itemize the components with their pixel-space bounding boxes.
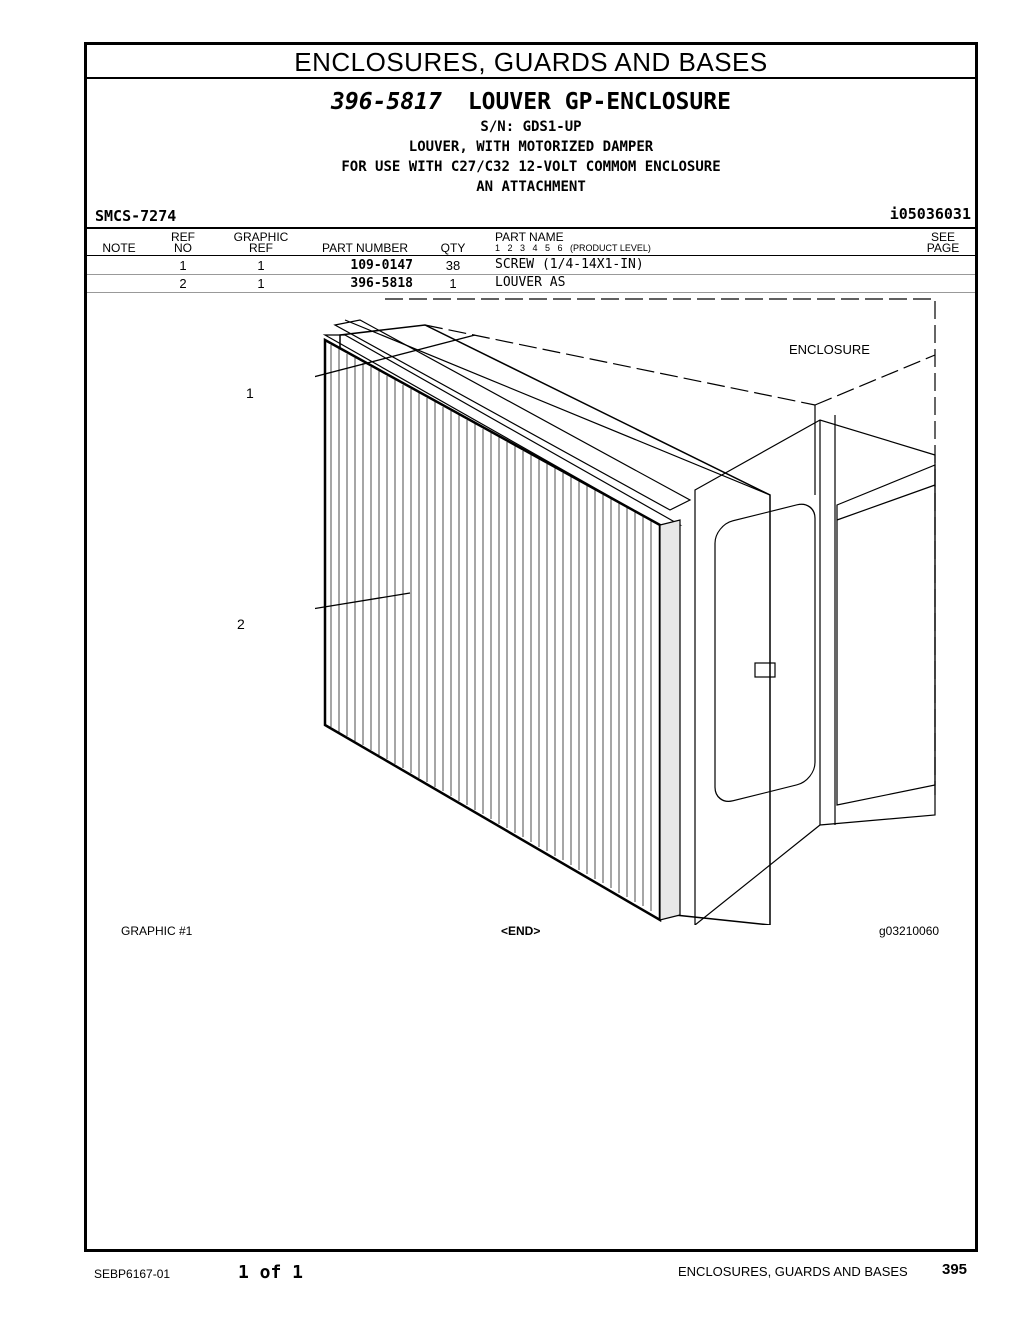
serial-number: S/N: GDS1-UP	[480, 119, 582, 135]
row-graphic: 1	[257, 276, 265, 291]
row-part-number[interactable]: 109-0147	[350, 258, 413, 273]
col-part-name: PART NAME	[495, 230, 564, 244]
group-number: 396-5817	[331, 89, 442, 115]
col-product-levels: 1 2 3 4 5 6 (PRODUCT LEVEL)	[495, 243, 651, 253]
end-marker: <END>	[501, 924, 541, 938]
row-ref: 1	[179, 258, 187, 273]
row-ref: 2	[179, 276, 187, 291]
row-graphic: 1	[257, 258, 265, 273]
page-frame	[84, 42, 978, 1252]
col-qty: QTY	[440, 241, 466, 255]
row-part-number[interactable]: 396-5818	[350, 276, 413, 291]
section-title: ENCLOSURES, GUARDS AND BASES	[87, 45, 975, 79]
col-part-number: PART NUMBER	[321, 241, 408, 255]
row-part-name: SCREW (1/4-14X1-IN)	[495, 257, 644, 272]
footer-section: ENCLOSURES, GUARDS AND BASES	[678, 1264, 908, 1279]
graphic-caption: GRAPHIC #1	[121, 924, 193, 938]
col-note: NOTE	[102, 241, 136, 255]
document-id: SEBP6167-01	[94, 1267, 171, 1281]
row-divider	[87, 292, 975, 293]
group-title	[87, 89, 975, 115]
col-see-top: SEE	[930, 230, 955, 244]
group-name: LOUVER GP-ENCLOSURE	[467, 89, 731, 115]
illustration-id: i05036031	[889, 205, 971, 223]
col-graphic-top: GRAPHIC	[233, 230, 289, 244]
header-rule	[87, 227, 975, 229]
smcs-code: SMCS-7274	[95, 207, 177, 225]
louver-exploded-drawing	[315, 295, 975, 925]
callout-2: 2	[237, 616, 245, 632]
col-see-bottom: PAGE	[926, 241, 960, 255]
col-ref-top: REF	[171, 230, 195, 244]
description-line-3: AN ATTACHMENT	[476, 179, 586, 195]
row-qty: 38	[445, 258, 461, 273]
callout-1: 1	[246, 385, 254, 401]
description-line-2: FOR USE WITH C27/C32 12-VOLT COMMOM ENCLOSURE	[341, 159, 721, 175]
row-qty: 1	[449, 276, 457, 291]
description-line-1: LOUVER, WITH MOTORIZED DAMPER	[408, 139, 654, 155]
enclosure-label: ENCLOSURE	[789, 342, 870, 357]
col-ref-bottom: NO	[174, 241, 192, 255]
graphic-id: g03210060	[879, 924, 940, 938]
page-number: 395	[942, 1261, 968, 1278]
col-graphic-bottom: REF	[249, 241, 273, 255]
column-rule	[87, 255, 975, 256]
page-of: 1 of 1	[238, 1262, 304, 1283]
row-part-name: LOUVER AS	[495, 275, 566, 290]
